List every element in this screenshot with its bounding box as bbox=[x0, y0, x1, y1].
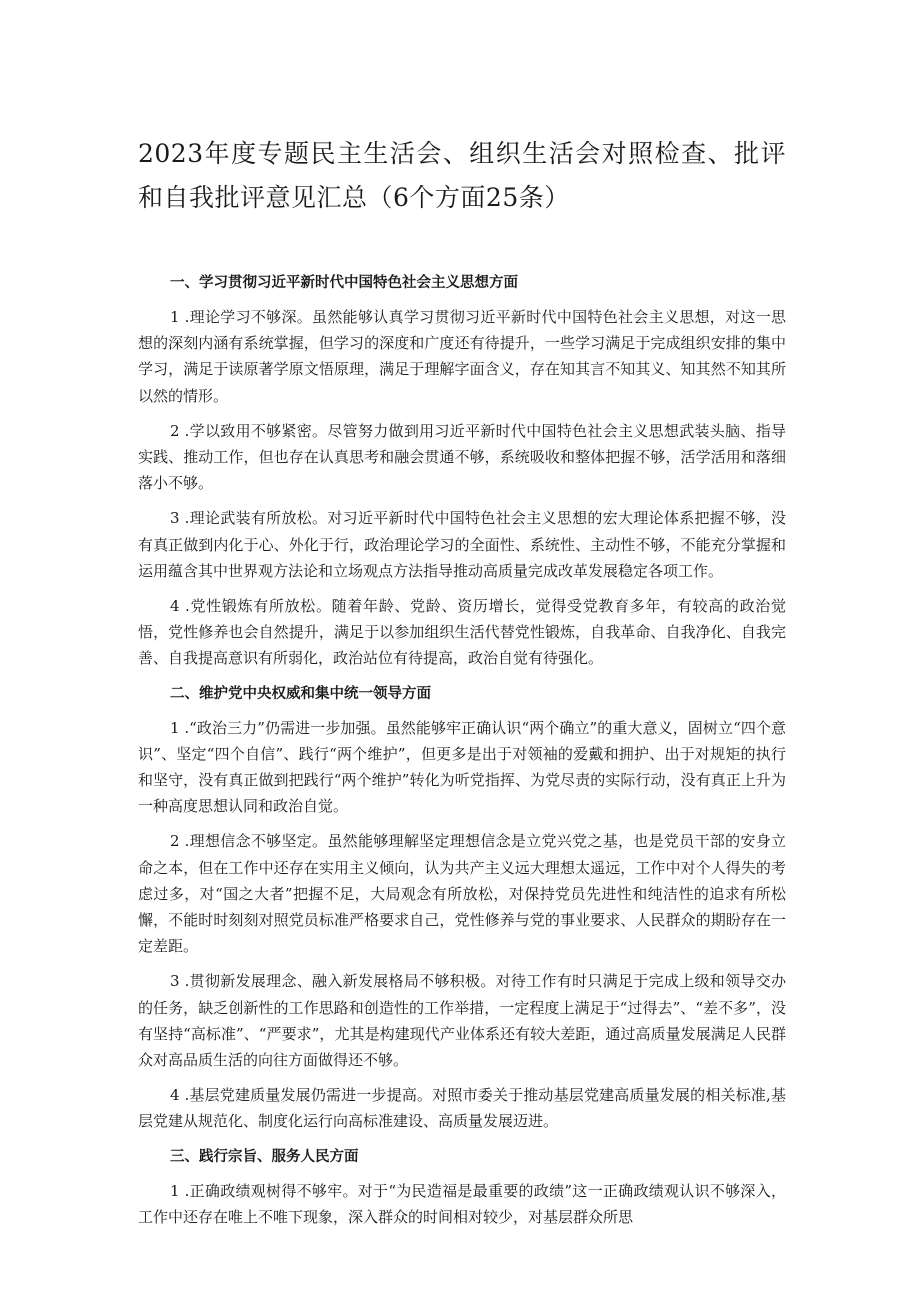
section-item: 4 .基层党建质量发展仍需进一步提高。对照市委关于推动基层党建高质量发展的相关标准,基层党建从规范化、制度化运行向高标准建设、高质量发展迈进。 bbox=[138, 1086, 786, 1131]
section-serve-people bbox=[138, 1144, 786, 1230]
section-heading: 二、维护党中央权威和集中统一领导方面 bbox=[170, 685, 431, 702]
section-party-leadership bbox=[138, 681, 786, 1135]
section-item: 1 .“政治三力”仍需进一步加强。虽然能够牢正确认识“两个确立”的重大意义，固树立“四个意识”、坚定“四个自信”、践行“两个维护”，但更多是出于对领袖的爱戴和拥护、出于对规矩的执行和坚守，没有真正做到把践行“两个维护”转化为听党指挥、为党尽责的实际行动，没有真正上升为一种高度思想认同和政治自觉。 bbox=[138, 718, 786, 816]
document-title: 2023年度专题民主生活会、组织生活会对照检查、批评和自我批评意见汇总（6个方面25条） bbox=[138, 139, 786, 212]
section-item: 2 .理想信念不够坚定。虽然能够理解坚定理想信念是立党兴党之基，也是党员干部的安身立命之本，但在工作中还存在实用主义倾向，认为共产主义远大理想太遥远，工作中对个人得失的考虑过多，对“国之大者”把握不足，大局观念有所放松，对保持党员先进性和纯洁性的追求有所松懈，不能时时刻刻对照党员标准严格要求自己，党性修养与党的事业要求、人民群众的期盼存在一定差距。 bbox=[138, 832, 786, 956]
section-heading: 一、学习贯彻习近平新时代中国特色社会主义思想方面 bbox=[170, 275, 518, 291]
section-item: 2 .学以致用不够紧密。尽管努力做到用习近平新时代中国特色社会主义思想武装头脑、指导实践、推动工作，但也存在认真思考和融会贯通不够，系统吸收和整体把握不够，活学活用和落细落小不够。 bbox=[138, 421, 786, 493]
section-item: 3 .理论武装有所放松。对习近平新时代中国特色社会主义思想的宏大理论体系把握不够，没有真正做到内化于心、外化于行，政治理论学习的全面性、系统性、主动性不够，不能充分掌握和运用蕴含其中世界观方法论和立场观点方法指导推动高质量完成改革发展稳定各项工作。 bbox=[138, 509, 786, 580]
section-item: 1 .理论学习不够深。虽然能够认真学习贯彻习近平新时代中国特色社会主义思想，对这一思想的深刻内涵有系统掌握，但学习的深度和广度还有待提升，一些学习满足于完成组织安排的集中学习，满足于读原著学原文悟原理，满足于理解字面含义，存在知其言不知其义、知其然不知其所以然的情形。 bbox=[138, 308, 786, 405]
section-item: 4 .党性锻炼有所放松。随着年龄、党龄、资历增长，觉得受党教育多年，有较高的政治觉悟，党性修养也会自然提升，满足于以参加组织生活代替党性锻炼，自我革命、自我净化、自我完善、自我提高意识有所弱化，政治站位有待提高，政治自觉有待强化。 bbox=[138, 597, 786, 668]
section-item: 3 .贯彻新发展理念、融入新发展格局不够积极。对待工作有时只满足于完成上级和领导交办的任务，缺乏创新性的工作思路和创造性的工作举措，一定程度上满足于“过得去”、“差不多”，没有坚持“高标准”、“严要求”，尤其是构建现代产业体系还有较大差距，通过高质量发展满足人民群众对高品质生活的向往方面做得还不够。 bbox=[138, 972, 786, 1070]
section-study-thought bbox=[138, 270, 786, 672]
section-item: 1 .正确政绩观树得不够牢。对于“为民造福是最重要的政绩”这一正确政绩观认识不够深入，工作中还存在唯上不唯下现象，深入群众的时间相对较少，对基层群众所思 bbox=[138, 1181, 786, 1226]
section-heading: 三、践行宗旨、服务人民方面 bbox=[170, 1148, 359, 1165]
document-page bbox=[138, 132, 786, 1239]
